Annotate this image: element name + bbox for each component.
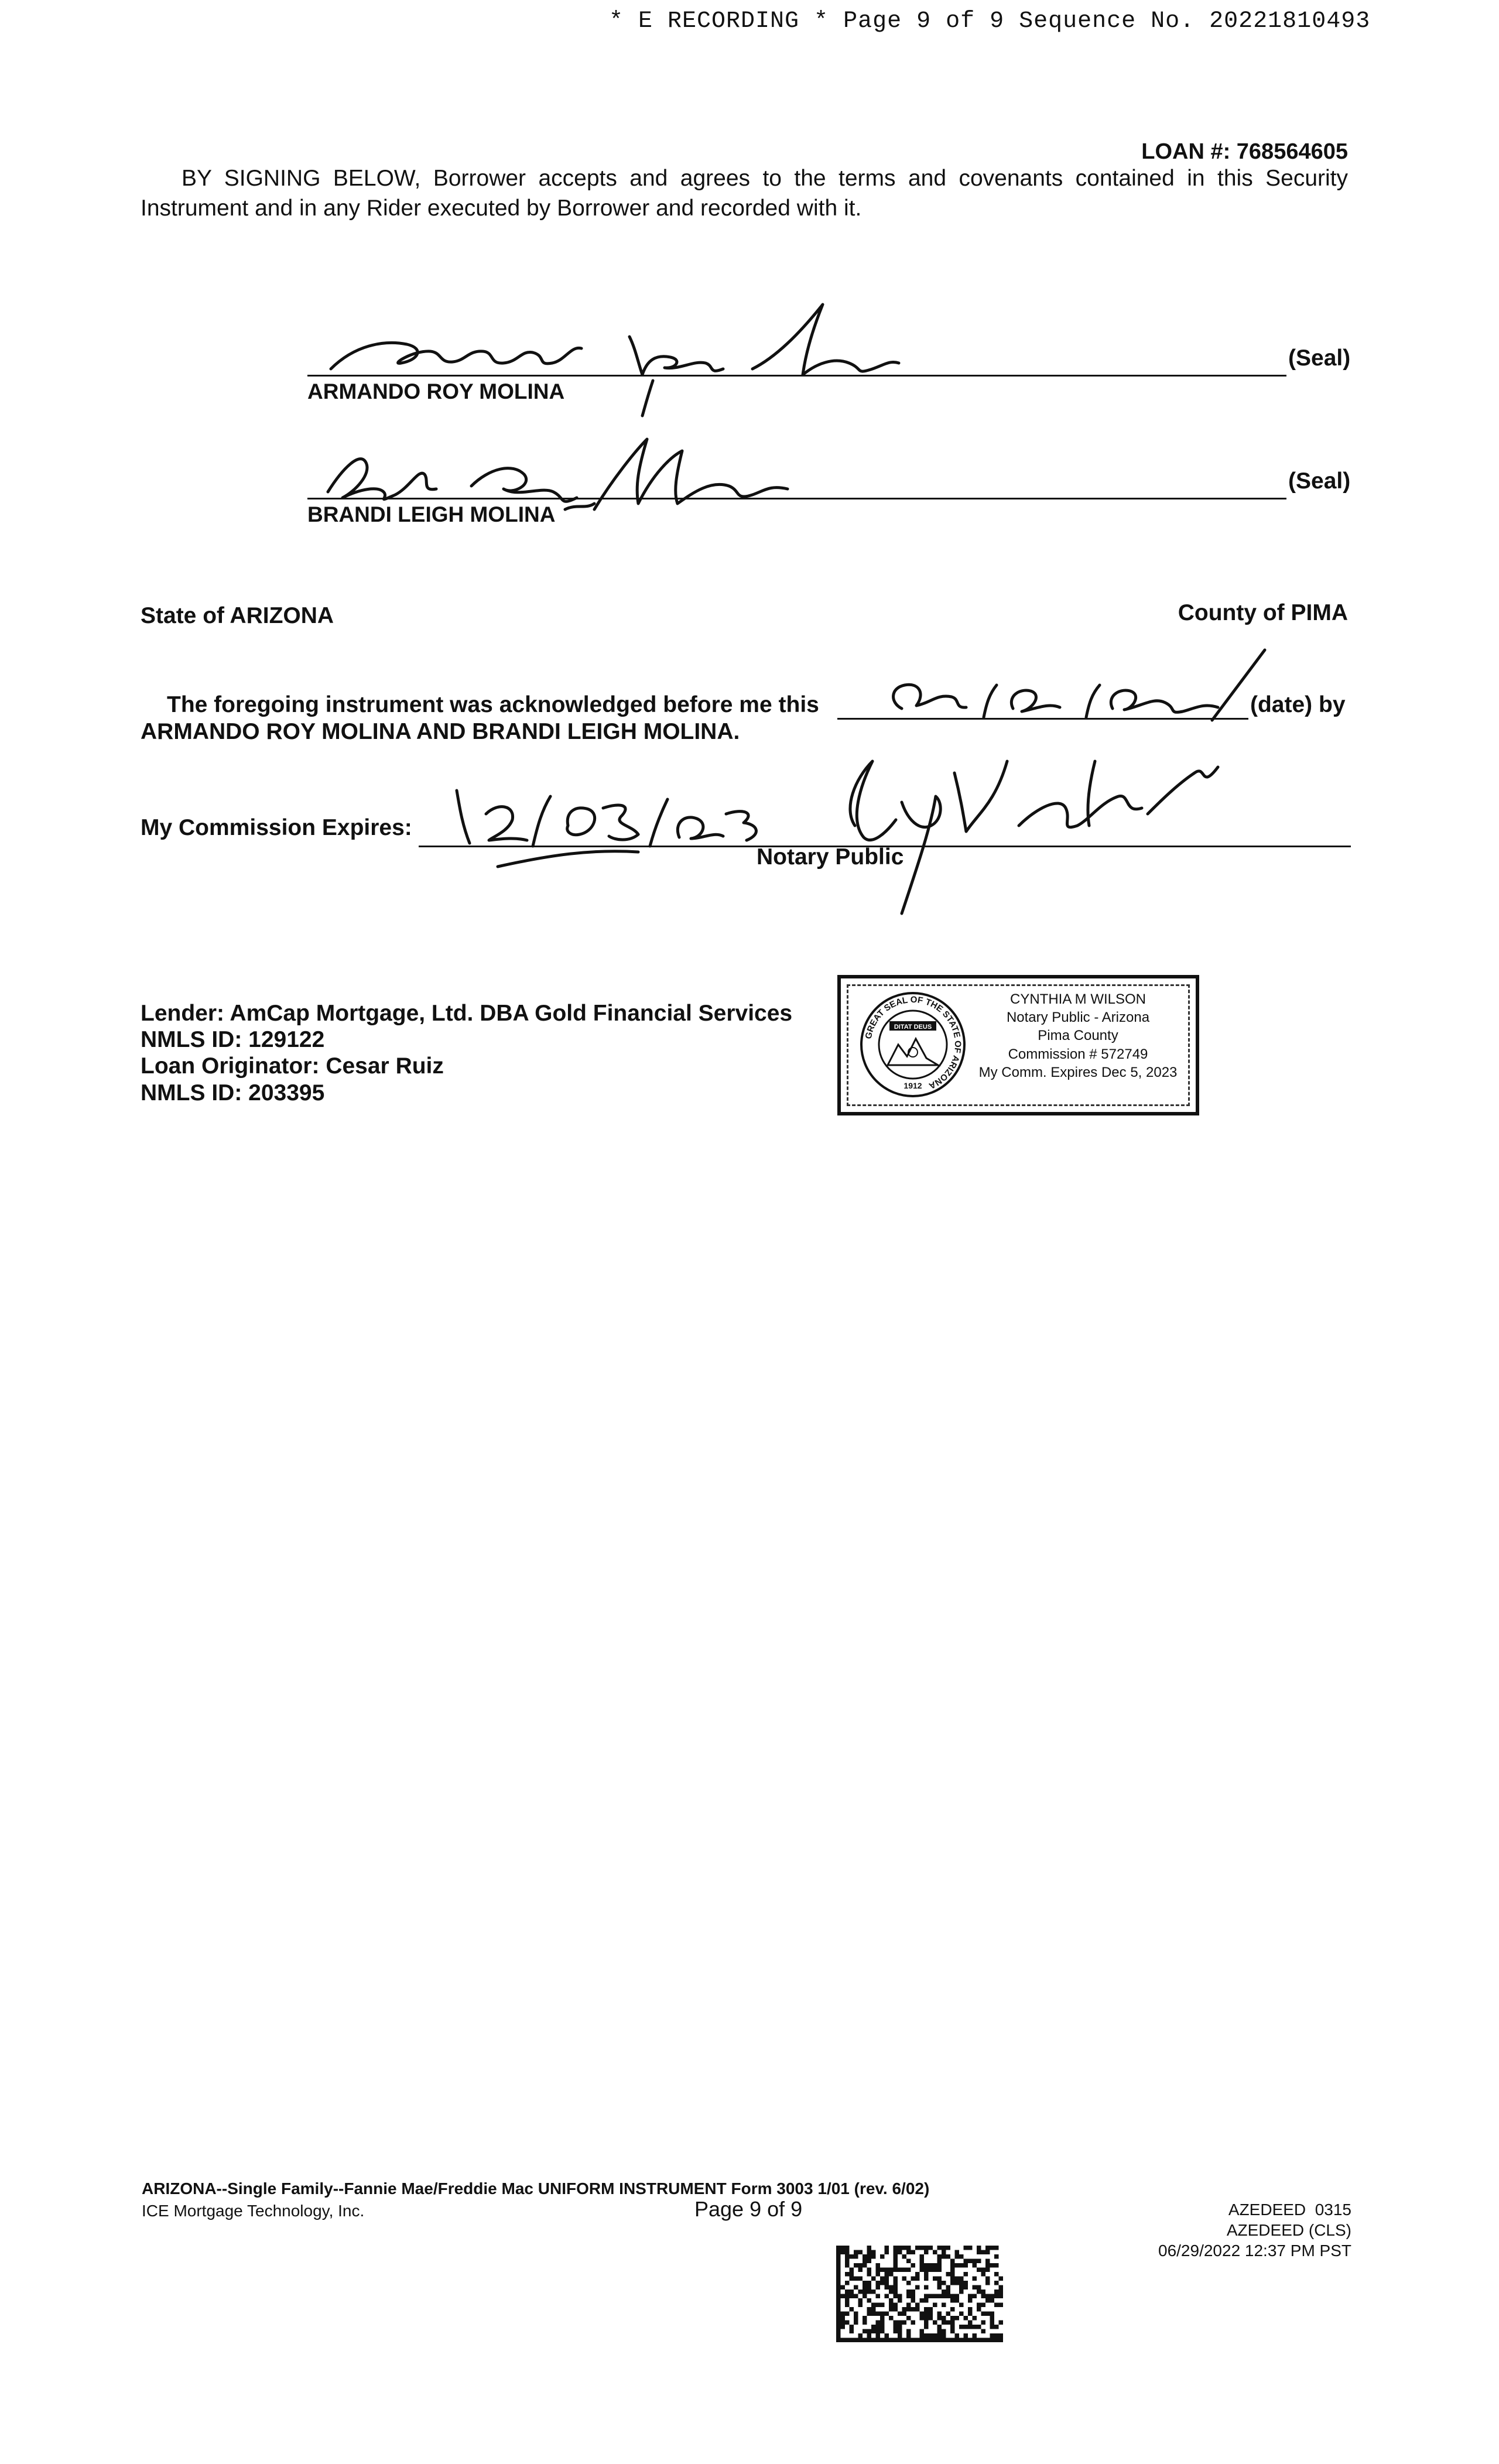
seal-year: 1912 [903, 1081, 922, 1090]
stamp-notary-title: Notary Public - Arizona [1006, 1009, 1150, 1026]
commission-label: My Commission Expires: [141, 815, 412, 840]
originator-nmls: NMLS ID: 203395 [141, 1080, 325, 1106]
loan-number: LOAN #: 768564605 [1141, 139, 1348, 164]
signer-name-2: BRANDI LEIGH MOLINA [307, 502, 556, 526]
signature-block-2 [307, 416, 1350, 533]
handwritten-ack-date [867, 638, 1288, 738]
vendor-name: ICE Mortgage Technology, Inc. [142, 2202, 365, 2220]
notary-signature [785, 738, 1230, 913]
notary-stamp [837, 975, 1199, 1115]
form-code-2: AZEDEED (CLS) [1226, 2221, 1351, 2239]
acknowledgment-line2: ARMANDO ROY MOLINA AND BRANDI LEIGH MOLINA. [141, 719, 740, 744]
seal-label-2: (Seal) [1288, 468, 1351, 494]
notary-public-label: Notary Public [757, 844, 904, 870]
signing-statement: BY SIGNING BELOW, Borrower accepts and agrees to the terms and covenants contained in this Security Instrument and in any Rider executed by Borrower and recorded with it. [141, 166, 1348, 221]
seal-motto: DITAT DEUS [894, 1024, 932, 1031]
signature-line-1 [307, 375, 1286, 377]
print-timestamp: 06/29/2022 12:37 PM PST [1158, 2241, 1351, 2260]
stamp-text [970, 990, 1186, 1082]
signature-line-2 [307, 498, 1286, 499]
lender-name: Lender: AmCap Mortgage, Ltd. DBA Gold Financial Services [141, 1001, 793, 1026]
acknowledgment-line1: The foregoing instrument was acknowledged before me this [167, 692, 819, 717]
stamp-commission-number: Commission # 572749 [1008, 1046, 1148, 1062]
form-code-1: AZEDEED 0315 [1228, 2201, 1351, 2219]
signature-block-1 [307, 281, 1350, 422]
stamp-notary-name: CYNTHIA M WILSON [1009, 991, 1147, 1007]
2d-barcode-icon [836, 2246, 1003, 2342]
ack-date-suffix: (date) by [1250, 692, 1346, 717]
seal-ring-text: GREAT SEAL OF THE STATE OF ARIZONA [863, 994, 963, 1091]
arizona-state-seal-icon [857, 989, 968, 1100]
loan-originator: Loan Originator: Cesar Ruiz [141, 1053, 444, 1079]
seal-label-1: (Seal) [1288, 345, 1351, 371]
signer-name-1: ARMANDO ROY MOLINA [307, 379, 565, 403]
lender-block [141, 1000, 792, 1106]
footer-codes [1158, 2199, 1351, 2261]
stamp-expiration: My Comm. Expires Dec 5, 2023 [978, 1064, 1178, 1080]
state-label: State of ARIZONA [141, 603, 334, 628]
page-number: Page 9 of 9 [694, 2197, 803, 2221]
stamp-county: Pima County [1038, 1028, 1118, 1044]
county-label: County of PIMA [1178, 600, 1348, 625]
lender-nmls: NMLS ID: 129122 [141, 1027, 325, 1053]
handwritten-commission-date [445, 773, 773, 855]
recording-header: * E RECORDING * Page 9 of 9 Sequence No. 20221810493 [609, 8, 1371, 35]
form-title: ARIZONA--Single Family--Fannie Mae/Freddie Mac UNIFORM INSTRUMENT Form 3003 1/01 (rev. 6/02) [142, 2179, 930, 2198]
